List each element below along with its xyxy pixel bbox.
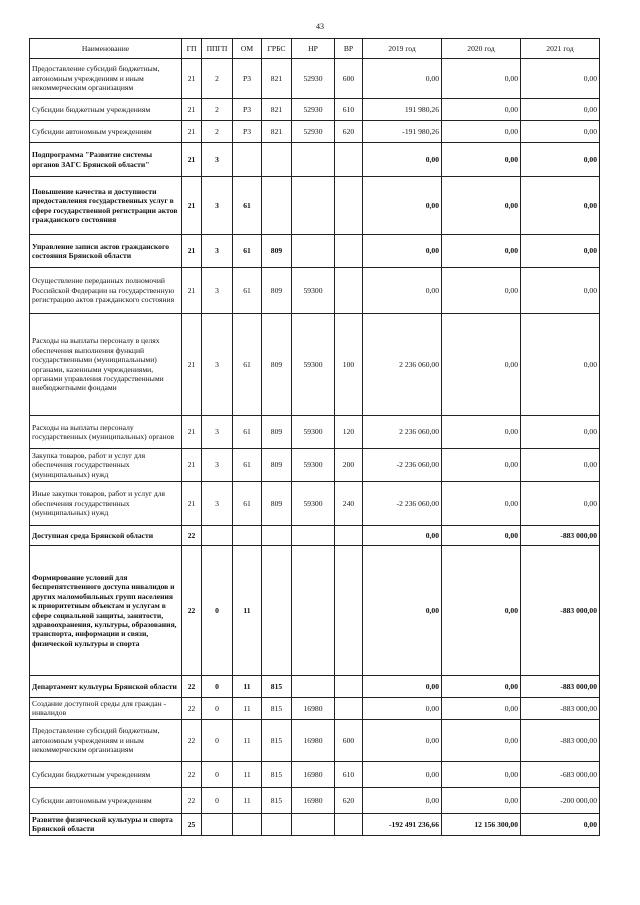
row-grbs: 815 <box>262 698 292 720</box>
row-amount-2020: 0,00 <box>442 719 521 761</box>
row-gp: 21 <box>182 99 202 121</box>
table-row <box>30 59 600 99</box>
row-nr: 59300 <box>292 314 335 416</box>
table-body <box>30 59 600 836</box>
row-om: 61 <box>233 235 262 268</box>
row-ppgp <box>202 813 233 835</box>
row-amount-2019: 0,00 <box>363 268 442 314</box>
row-amount-2021: 0,00 <box>521 177 600 235</box>
table-row <box>30 121 600 143</box>
row-amount-2020: 0,00 <box>442 761 521 787</box>
row-om: 11 <box>233 698 262 720</box>
row-nr: 52930 <box>292 99 335 121</box>
row-om <box>233 813 262 835</box>
row-amount-2019: 0,00 <box>363 676 442 698</box>
row-grbs: 815 <box>262 719 292 761</box>
row-amount-2021: -200 000,00 <box>521 787 600 813</box>
table-row <box>30 143 600 177</box>
row-ppgp: 0 <box>202 698 233 720</box>
row-vr <box>335 235 363 268</box>
row-amount-2020: 0,00 <box>442 143 521 177</box>
row-ppgp: 2 <box>202 99 233 121</box>
row-amount-2020: 0,00 <box>442 698 521 720</box>
row-vr <box>335 698 363 720</box>
row-nr: 16980 <box>292 698 335 720</box>
row-vr: 600 <box>335 719 363 761</box>
row-amount-2021: -883 000,00 <box>521 546 600 676</box>
row-ppgp: 3 <box>202 235 233 268</box>
row-gp: 22 <box>182 761 202 787</box>
row-gp: 21 <box>182 482 202 526</box>
table-row <box>30 761 600 787</box>
row-om: Р3 <box>233 99 262 121</box>
row-name: Предоставление субсидий бюджетным, автономным учреждениям и иным некоммерческим организациям <box>30 719 182 761</box>
row-vr <box>335 546 363 676</box>
table-row <box>30 268 600 314</box>
row-vr: 100 <box>335 314 363 416</box>
row-ppgp: 0 <box>202 719 233 761</box>
row-amount-2019: 0,00 <box>363 177 442 235</box>
header-2021: 2021 год <box>521 39 600 59</box>
row-gp: 21 <box>182 177 202 235</box>
row-gp: 22 <box>182 787 202 813</box>
row-amount-2021: 0,00 <box>521 268 600 314</box>
row-nr <box>292 235 335 268</box>
row-amount-2019: 0,00 <box>363 761 442 787</box>
row-amount-2019: -192 491 236,66 <box>363 813 442 835</box>
row-om: 61 <box>233 416 262 449</box>
row-nr <box>292 177 335 235</box>
table-row <box>30 177 600 235</box>
row-amount-2021: 0,00 <box>521 59 600 99</box>
row-amount-2020: 0,00 <box>442 546 521 676</box>
header-name: Наименование <box>30 39 182 59</box>
table-row <box>30 449 600 482</box>
table-row <box>30 813 600 835</box>
row-name: Субсидии автономным учреждениям <box>30 787 182 813</box>
row-nr: 59300 <box>292 416 335 449</box>
row-grbs: 815 <box>262 787 292 813</box>
row-amount-2021: -883 000,00 <box>521 526 600 546</box>
row-grbs: 809 <box>262 268 292 314</box>
row-name: Осуществление переданных полномочий Российской Федерации на государственную регистрацию актов гражданского состояния <box>30 268 182 314</box>
row-ppgp: 3 <box>202 143 233 177</box>
row-gp: 22 <box>182 719 202 761</box>
row-name: Предоставление субсидий бюджетным, автономным учреждениям и иным некоммерческим организациям <box>30 59 182 99</box>
row-vr: 120 <box>335 416 363 449</box>
row-amount-2020: 0,00 <box>442 177 521 235</box>
row-ppgp: 3 <box>202 314 233 416</box>
row-nr: 52930 <box>292 59 335 99</box>
row-ppgp: 0 <box>202 546 233 676</box>
row-vr <box>335 526 363 546</box>
row-amount-2020: 0,00 <box>442 526 521 546</box>
row-name: Подпрограмма "Развитие системы органов ЗАГС Брянской области" <box>30 143 182 177</box>
row-amount-2020: 0,00 <box>442 676 521 698</box>
table-row <box>30 787 600 813</box>
row-grbs: 821 <box>262 59 292 99</box>
row-om: 61 <box>233 482 262 526</box>
row-amount-2020: 0,00 <box>442 787 521 813</box>
row-grbs: 809 <box>262 449 292 482</box>
row-amount-2020: 0,00 <box>442 235 521 268</box>
row-gp: 21 <box>182 235 202 268</box>
row-nr: 59300 <box>292 482 335 526</box>
row-gp: 21 <box>182 449 202 482</box>
row-name: Развитие физической культуры и спорта Брянской области <box>30 813 182 835</box>
table-row <box>30 235 600 268</box>
row-ppgp: 3 <box>202 416 233 449</box>
row-amount-2021: -883 000,00 <box>521 676 600 698</box>
row-grbs <box>262 177 292 235</box>
row-amount-2019: 0,00 <box>363 235 442 268</box>
row-vr: 200 <box>335 449 363 482</box>
row-vr <box>335 177 363 235</box>
row-amount-2019: 0,00 <box>363 59 442 99</box>
row-amount-2019: 2 236 060,00 <box>363 314 442 416</box>
row-amount-2019: -2 236 060,00 <box>363 482 442 526</box>
row-name: Формирование условий для беспрепятственного доступа инвалидов и других маломобильных групп населения к приоритетным объектам и услугам в сфере социальной защиты, занятости, здравоохранения, культуры, образования, транспорта, информации и связи, физической культуры и спорта <box>30 546 182 676</box>
row-nr: 16980 <box>292 787 335 813</box>
row-grbs: 815 <box>262 761 292 787</box>
page-number: 43 <box>316 22 324 31</box>
row-name: Иные закупки товаров, работ и услуг для обеспечения государственных (муниципальных) нужд <box>30 482 182 526</box>
row-name: Повышение качества и доступности предоставления государственных услуг в сфере государственной регистрации актов гражданского состояния <box>30 177 182 235</box>
row-ppgp: 2 <box>202 121 233 143</box>
row-amount-2021: 0,00 <box>521 121 600 143</box>
row-grbs <box>262 143 292 177</box>
table-row <box>30 676 600 698</box>
row-gp: 21 <box>182 416 202 449</box>
table-row <box>30 546 600 676</box>
row-gp: 22 <box>182 698 202 720</box>
table-row <box>30 526 600 546</box>
row-amount-2019: 0,00 <box>363 719 442 761</box>
row-om: 61 <box>233 268 262 314</box>
row-nr <box>292 546 335 676</box>
row-vr: 240 <box>335 482 363 526</box>
row-om: Р3 <box>233 59 262 99</box>
row-om: 61 <box>233 177 262 235</box>
row-nr: 52930 <box>292 121 335 143</box>
row-om: 11 <box>233 719 262 761</box>
row-vr <box>335 143 363 177</box>
row-nr <box>292 813 335 835</box>
table-row <box>30 416 600 449</box>
row-grbs: 809 <box>262 235 292 268</box>
row-name: Расходы на выплаты персоналу государственных (муниципальных) органов <box>30 416 182 449</box>
row-grbs <box>262 546 292 676</box>
row-vr: 610 <box>335 761 363 787</box>
row-ppgp: 3 <box>202 449 233 482</box>
row-gp: 21 <box>182 314 202 416</box>
row-amount-2019: 0,00 <box>363 143 442 177</box>
row-grbs: 809 <box>262 482 292 526</box>
header-grbs: ГРБС <box>262 39 292 59</box>
row-gp: 22 <box>182 526 202 546</box>
row-nr: 59300 <box>292 268 335 314</box>
row-grbs: 821 <box>262 121 292 143</box>
row-nr <box>292 143 335 177</box>
table-row <box>30 482 600 526</box>
row-amount-2021: -883 000,00 <box>521 719 600 761</box>
row-name: Закупка товаров, работ и услуг для обеспечения государственных (муниципальных) нужд <box>30 449 182 482</box>
row-amount-2020: 0,00 <box>442 416 521 449</box>
row-om: 11 <box>233 546 262 676</box>
row-amount-2021: -683 000,00 <box>521 761 600 787</box>
row-ppgp <box>202 526 233 546</box>
row-grbs: 821 <box>262 99 292 121</box>
row-amount-2020: 0,00 <box>442 314 521 416</box>
row-nr <box>292 526 335 546</box>
row-vr: 620 <box>335 787 363 813</box>
row-amount-2019: 0,00 <box>363 698 442 720</box>
row-grbs <box>262 813 292 835</box>
row-om: 11 <box>233 761 262 787</box>
row-om: 11 <box>233 676 262 698</box>
row-name: Департамент культуры Брянской области <box>30 676 182 698</box>
row-om: 61 <box>233 449 262 482</box>
row-amount-2021: -883 000,00 <box>521 698 600 720</box>
row-gp: 22 <box>182 546 202 676</box>
row-ppgp: 0 <box>202 787 233 813</box>
table-row <box>30 314 600 416</box>
table-row <box>30 99 600 121</box>
table-row <box>30 698 600 720</box>
row-amount-2019: 191 980,26 <box>363 99 442 121</box>
row-grbs: 815 <box>262 676 292 698</box>
row-amount-2020: 0,00 <box>442 99 521 121</box>
row-amount-2021: 0,00 <box>521 314 600 416</box>
header-2019: 2019 год <box>363 39 442 59</box>
header-gp: ГП <box>182 39 202 59</box>
table-row <box>30 719 600 761</box>
table-header-row <box>30 39 600 59</box>
row-name: Создание доступной среды для граждан - инвалидов <box>30 698 182 720</box>
row-nr: 16980 <box>292 719 335 761</box>
row-ppgp: 3 <box>202 177 233 235</box>
row-ppgp: 2 <box>202 59 233 99</box>
row-om: 61 <box>233 314 262 416</box>
row-name: Расходы на выплаты персоналу в целях обеспечения выполнения функций государственными (муниципальными) органами, казенными учреждениями, органами управления государственными внебюджетными фондами <box>30 314 182 416</box>
row-amount-2020: 0,00 <box>442 482 521 526</box>
row-gp: 22 <box>182 676 202 698</box>
row-amount-2019: 2 236 060,00 <box>363 416 442 449</box>
row-amount-2020: 0,00 <box>442 449 521 482</box>
row-ppgp: 3 <box>202 268 233 314</box>
row-amount-2019: 0,00 <box>363 546 442 676</box>
row-name: Управление записи актов гражданского состояния Брянской области <box>30 235 182 268</box>
header-vr: ВР <box>335 39 363 59</box>
row-vr: 620 <box>335 121 363 143</box>
row-ppgp: 0 <box>202 761 233 787</box>
row-amount-2020: 0,00 <box>442 59 521 99</box>
row-amount-2021: 0,00 <box>521 813 600 835</box>
row-amount-2019: -191 980,26 <box>363 121 442 143</box>
row-name: Субсидии бюджетным учреждениям <box>30 761 182 787</box>
row-amount-2020: 12 156 300,00 <box>442 813 521 835</box>
row-name: Субсидии бюджетным учреждениям <box>30 99 182 121</box>
header-2020: 2020 год <box>442 39 521 59</box>
row-grbs: 809 <box>262 416 292 449</box>
row-name: Субсидии автономным учреждениям <box>30 121 182 143</box>
row-amount-2020: 0,00 <box>442 121 521 143</box>
row-vr <box>335 813 363 835</box>
row-grbs: 809 <box>262 314 292 416</box>
row-gp: 21 <box>182 121 202 143</box>
row-amount-2021: 0,00 <box>521 235 600 268</box>
row-gp: 21 <box>182 59 202 99</box>
row-vr: 610 <box>335 99 363 121</box>
row-amount-2021: 0,00 <box>521 449 600 482</box>
row-amount-2019: 0,00 <box>363 787 442 813</box>
row-gp: 21 <box>182 143 202 177</box>
row-gp: 25 <box>182 813 202 835</box>
row-om <box>233 143 262 177</box>
row-om <box>233 526 262 546</box>
row-amount-2019: -2 236 060,00 <box>363 449 442 482</box>
row-ppgp: 0 <box>202 676 233 698</box>
row-amount-2020: 0,00 <box>442 268 521 314</box>
row-gp: 21 <box>182 268 202 314</box>
row-om: 11 <box>233 787 262 813</box>
header-om: ОМ <box>233 39 262 59</box>
header-nr: НР <box>292 39 335 59</box>
row-amount-2021: 0,00 <box>521 143 600 177</box>
row-ppgp: 3 <box>202 482 233 526</box>
row-amount-2019: 0,00 <box>363 526 442 546</box>
row-amount-2021: 0,00 <box>521 416 600 449</box>
row-vr <box>335 268 363 314</box>
row-amount-2021: 0,00 <box>521 99 600 121</box>
row-name: Доступная среда Брянской области <box>30 526 182 546</box>
row-vr: 600 <box>335 59 363 99</box>
row-grbs <box>262 526 292 546</box>
row-vr <box>335 676 363 698</box>
row-nr: 16980 <box>292 761 335 787</box>
row-nr: 59300 <box>292 449 335 482</box>
row-nr <box>292 676 335 698</box>
budget-table <box>29 38 600 836</box>
header-ppgp: ППГП <box>202 39 233 59</box>
row-amount-2021: 0,00 <box>521 482 600 526</box>
row-om: Р3 <box>233 121 262 143</box>
